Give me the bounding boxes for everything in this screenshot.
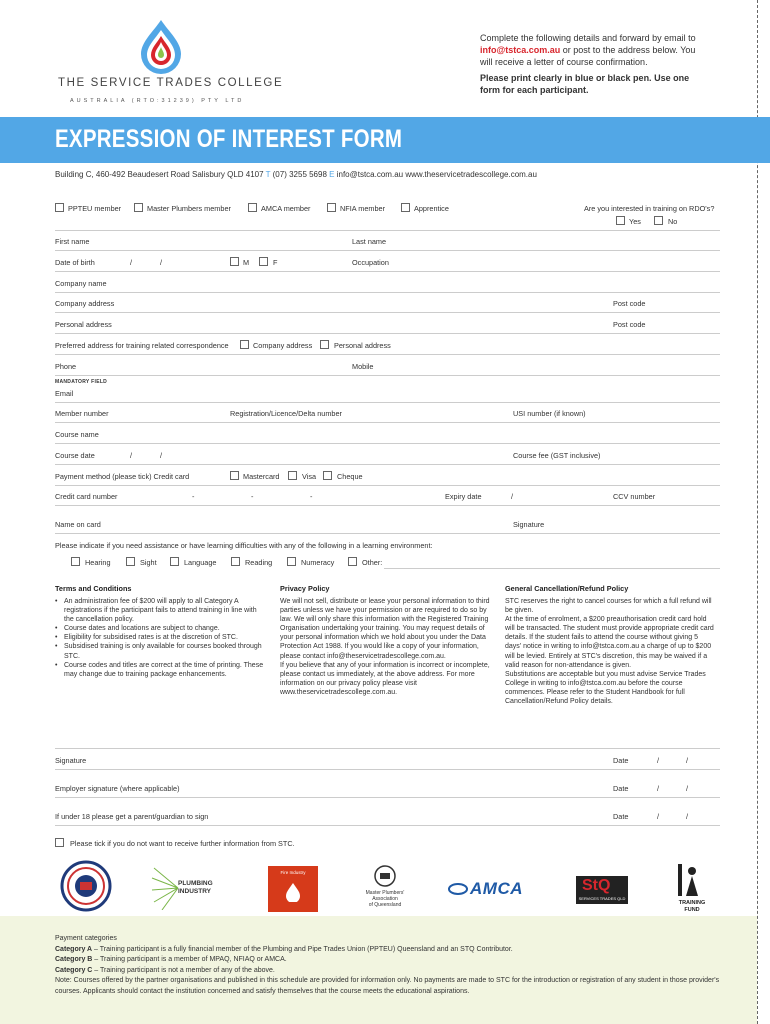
stq-logo [576,876,628,904]
ppteu-logo [60,860,112,912]
privacy-p1: We will not sell, distribute or lease your personal information to third parties unless we have your permission or are required to do so by law. We will only share this information with the Registered Training Organisation undertaking your training. You may request details of your personal information which we hold about you under the Data Protection Act 1988. If you would like a copy of your information, please contact info@theservicetradescollege.com.au. [280,598,490,660]
course-name-field[interactable] [55,443,720,444]
dob-slash-1: / [130,258,133,267]
label-apprentice: Apprentice [414,204,449,213]
assistance-question: Please indicate if you need assistance or have learning difficulties with any of the following in a learning environment: [55,541,433,550]
occupation-label: Occupation [352,258,389,267]
privacy-text [280,597,490,697]
first-name-label: First name [55,237,90,246]
master-plumbers-line1: Master Plumbers' [365,890,405,896]
phone-label: Phone [55,362,77,371]
address-phone: (07) 3255 5698 [272,170,327,179]
email-label: Email [55,389,74,398]
member-number-field[interactable] [55,422,720,423]
cancellation-text [505,597,715,706]
preferred-address-label: Preferred address for training related correspondence [55,341,229,350]
label-personal-address: Personal address [334,341,391,350]
fire-industry-logo [268,866,318,912]
checkbox-hearing[interactable] [71,557,80,566]
label-nfia: NFIA member [340,204,386,213]
label-rdo-no: No [668,217,678,226]
stq-subtext: SERVICES TRADES QLD [578,896,626,901]
optout-label: Please tick if you do not want to receive further information from STC. [70,839,295,848]
rdo-question: Are you interested in training on RDO's? [584,204,715,213]
master-plumbers-line2: Association [372,896,398,902]
plumbing-industry-logo [150,866,220,910]
terms-list [55,597,265,679]
expiry-label: Expiry date [445,492,482,501]
amca-swoosh-icon [448,880,468,898]
name-on-card-field[interactable] [55,533,720,534]
label-rdo-yes: Yes [629,217,641,226]
footer-heading: Payment categories [55,935,117,942]
label-sight: Sight [140,558,157,567]
label-reading: Reading [245,558,273,567]
address-t: T [265,170,271,179]
employer-date-slash-2: / [686,784,689,793]
label-female: F [273,258,278,267]
dob-label: Date of birth [55,258,95,267]
checkbox-company-address[interactable] [240,340,249,349]
address-e: E [329,170,335,179]
checkbox-male[interactable] [230,257,239,266]
course-date-field[interactable] [55,464,720,465]
checkbox-visa[interactable] [288,471,297,480]
intro-email[interactable]: info@tstca.com.au [480,45,561,55]
college-subtitle: AUSTRALIA (RTO:31239) PTY LTD [70,98,245,104]
guardian-date-label: Date [613,812,629,821]
checkbox-amca[interactable] [248,203,257,212]
category-b [55,955,745,966]
college-name: THE SERVICE TRADES COLLEGE [58,77,284,89]
category-a [55,945,745,956]
company-name-label: Company name [55,279,107,288]
expiry-slash: / [511,492,514,501]
label-other: Other: [362,558,383,567]
bert-training-fund-logo [672,862,712,914]
divider [55,748,720,749]
label-amca: AMCA member [261,204,311,213]
checkbox-sight[interactable] [126,557,135,566]
usi-label: USI number (if known) [513,409,586,418]
guardian-date-slash-1: / [657,812,660,821]
checkbox-rdo-yes[interactable] [616,216,625,225]
checkbox-reading[interactable] [231,557,240,566]
terms-heading: Terms and Conditions [55,584,132,593]
bert-line1: TRAINING [678,900,706,906]
registration-label: Registration/Licence/Delta number [230,409,342,418]
amca-logo [448,878,530,900]
personal-address-field[interactable] [55,333,720,334]
category-c [55,966,745,977]
label-cheque: Cheque [337,472,363,481]
label-mastercard: Mastercard [243,472,280,481]
label-language: Language [184,558,217,567]
checkbox-language[interactable] [170,557,179,566]
plumbing-line1: PLUMBING [178,880,213,887]
divider [55,230,720,231]
cc-dash-2: - [251,492,254,501]
category-c-label: Category C [55,966,93,974]
ccv-label: CCV number [613,492,656,501]
mandatory-label: MANDATORY FIELD [55,379,108,385]
course-date-slash-2: / [160,451,163,460]
checkbox-rdo-no[interactable] [654,216,663,225]
label-visa: Visa [302,472,317,481]
category-a-label: Category A [55,945,93,953]
cc-dash-1: - [192,492,195,501]
bert-line2: FUND [684,906,700,913]
footer-text [55,934,745,998]
guardian-signature-field[interactable] [55,825,720,826]
master-plumbers-line3: of Queensland [368,902,402,908]
terms-item: • An administration fee of $200 will apply to all Category A registrations if the participant fails to attend training in line with the cancellation policy. [55,597,265,624]
checkbox-numeracy[interactable] [287,557,296,566]
signature-field[interactable] [55,769,720,770]
other-field[interactable] [384,568,720,569]
cancellation-p1: STC reserves the right to cancel courses for which a full refund will be given. [505,598,712,615]
course-fee-label: Course fee (GST inclusive) [513,451,601,460]
category-a-text: – Training participant is a fully financial member of the Plumbing and Pipe Trades Union (PPTEU) Queensland and an STQ Contributor. [92,945,513,953]
label-ppteu: PPTEU member [68,204,122,213]
category-b-label: Category B [55,956,93,964]
stq-text: StQ [582,877,611,894]
terms-item: • Course dates and locations are subject to change. [55,624,265,633]
personal-postcode-label: Post code [613,320,646,329]
course-name-label: Course name [55,430,99,439]
footer-note: Note: Courses offered by the partner organisations and published in this schedule are provided for information only. No payments are made to STC for the introduction or registration of any student in those provider's courses. Applicants should contact the institution concerned and satisfy themselves that the course meets the educational aspirations. [55,977,720,995]
divider [55,485,720,486]
label-numeracy: Numeracy [301,558,335,567]
master-plumbers-crest-icon [373,864,397,888]
phone-field[interactable] [55,375,720,376]
intro-text [480,32,710,96]
checkbox-nfia[interactable] [327,203,336,212]
signature-label: Signature [55,756,87,765]
label-company-address: Company address [253,341,313,350]
address-web: info@tstca.com.au www.theservicetradescollege.com.au [336,170,537,179]
last-name-label: Last name [352,237,387,246]
checkbox-personal-address[interactable] [320,340,329,349]
terms-item: • Subsidised training is only available for courses booked through STC. [55,642,265,660]
terms-item: • Eligibility for subsidised rates is at the discretion of STC. [55,633,265,642]
privacy-p2: If you believe that any of your information is incorrect or incomplete, please contact us immediately, at the above address. For more information on our privacy policy please visit www.theservicetradescollege.com.au. [280,661,490,696]
intro-part2: or post to the address below. You will receive a letter of course confirmation. [480,45,696,67]
name-on-card-label: Name on card [55,520,101,529]
company-postcode-label: Post code [613,299,646,308]
guardian-date-slash-2: / [686,812,689,821]
checkbox-other[interactable] [348,557,357,566]
title-banner [0,117,770,163]
email-field[interactable] [55,402,720,403]
first-name-field[interactable] [55,250,720,251]
checkbox-mastercard[interactable] [230,471,239,480]
cc-number-label: Credit card number [55,492,118,501]
page-title: EXPRESSION OF INTEREST FORM [55,125,403,153]
guardian-signature-label: If under 18 please get a parent/guardian to sign [55,812,209,821]
category-b-text: – Training participant is a member of MPAQ, NFIAQ or AMCA. [92,956,287,964]
label-hearing: Hearing [85,558,111,567]
employer-signature-label: Employer signature (where applicable) [55,784,180,793]
plumbing-line2: INDUSTRY [178,888,211,895]
personal-address-label: Personal address [55,320,112,329]
signature-date-slash-1: / [657,756,660,765]
plumbing-rays-icon [150,866,180,910]
cc-dash-3: - [310,492,313,501]
intro-part1: Complete the following details and forward by email to [480,33,696,43]
intro-bold: Please print clearly in blue or black pen. Use one form for each participant. [480,73,690,95]
checkbox-female[interactable] [259,257,268,266]
company-name-field[interactable] [55,292,720,293]
employer-signature-field[interactable] [55,797,720,798]
signature-date-label: Date [613,756,629,765]
checkbox-apprentice[interactable] [401,203,410,212]
terms-item: • Course codes and titles are correct at the time of printing. These may change due to training package enhancements. [55,661,265,679]
employer-date-slash-1: / [657,784,660,793]
address-line [55,170,537,179]
company-address-field[interactable] [55,312,720,313]
employer-date-label: Date [613,784,629,793]
amca-text: AMCA [470,879,523,898]
member-number-label: Member number [55,409,109,418]
course-date-slash-1: / [130,451,133,460]
cancellation-heading: General Cancellation/Refund Policy [505,584,629,593]
cancellation-p3: Substitutions are acceptable but you must advise Service Trades College in writing to info@tstca.com.au before the course commences. Please refer to the Student Handbook for full Cancellation/Refund Policy details. [505,670,706,706]
label-master-plumbers: Master Plumbers member [147,204,231,213]
signature-date-slash-2: / [686,756,689,765]
checkbox-optout[interactable] [55,838,64,847]
college-logo [135,18,187,74]
privacy-heading: Privacy Policy [280,584,330,593]
mobile-label: Mobile [352,362,374,371]
fire-industry-text: Fire Industry [280,870,306,875]
dob-field[interactable] [55,271,720,272]
cc-number-field[interactable] [55,505,720,506]
divider [55,354,720,355]
label-male: M [243,258,250,267]
master-plumbers-logo [345,864,425,914]
checkbox-master-plumbers[interactable] [134,203,143,212]
address-street: Building C, 460-492 Beaudesert Road Salisbury QLD 4107 [55,170,264,179]
dob-slash-2: / [160,258,163,267]
flame-icon [283,882,303,902]
company-address-label: Company address [55,299,115,308]
checkbox-ppteu[interactable] [55,203,64,212]
category-c-text: – Training participant is not a member of any of the above. [92,966,275,974]
course-date-label: Course date [55,451,95,460]
card-signature-label: Signature [513,520,545,529]
cancellation-p2: At the time of enrolment, a $200 preauthorisation credit card hold will be transacted. The student must provide appropriate credit card details. If the student fails to attend the course without giving 5 days' notice in writing to info@tstca.com.au a charge of up to $200 will be levied. Entirely at STC's discretion, this may be waived if a valid reason for non-attendance is given. [505,616,714,669]
checkbox-cheque[interactable] [323,471,332,480]
payment-label: Payment method (please tick) Credit card [55,472,190,481]
bert-figure-icon [676,862,704,898]
